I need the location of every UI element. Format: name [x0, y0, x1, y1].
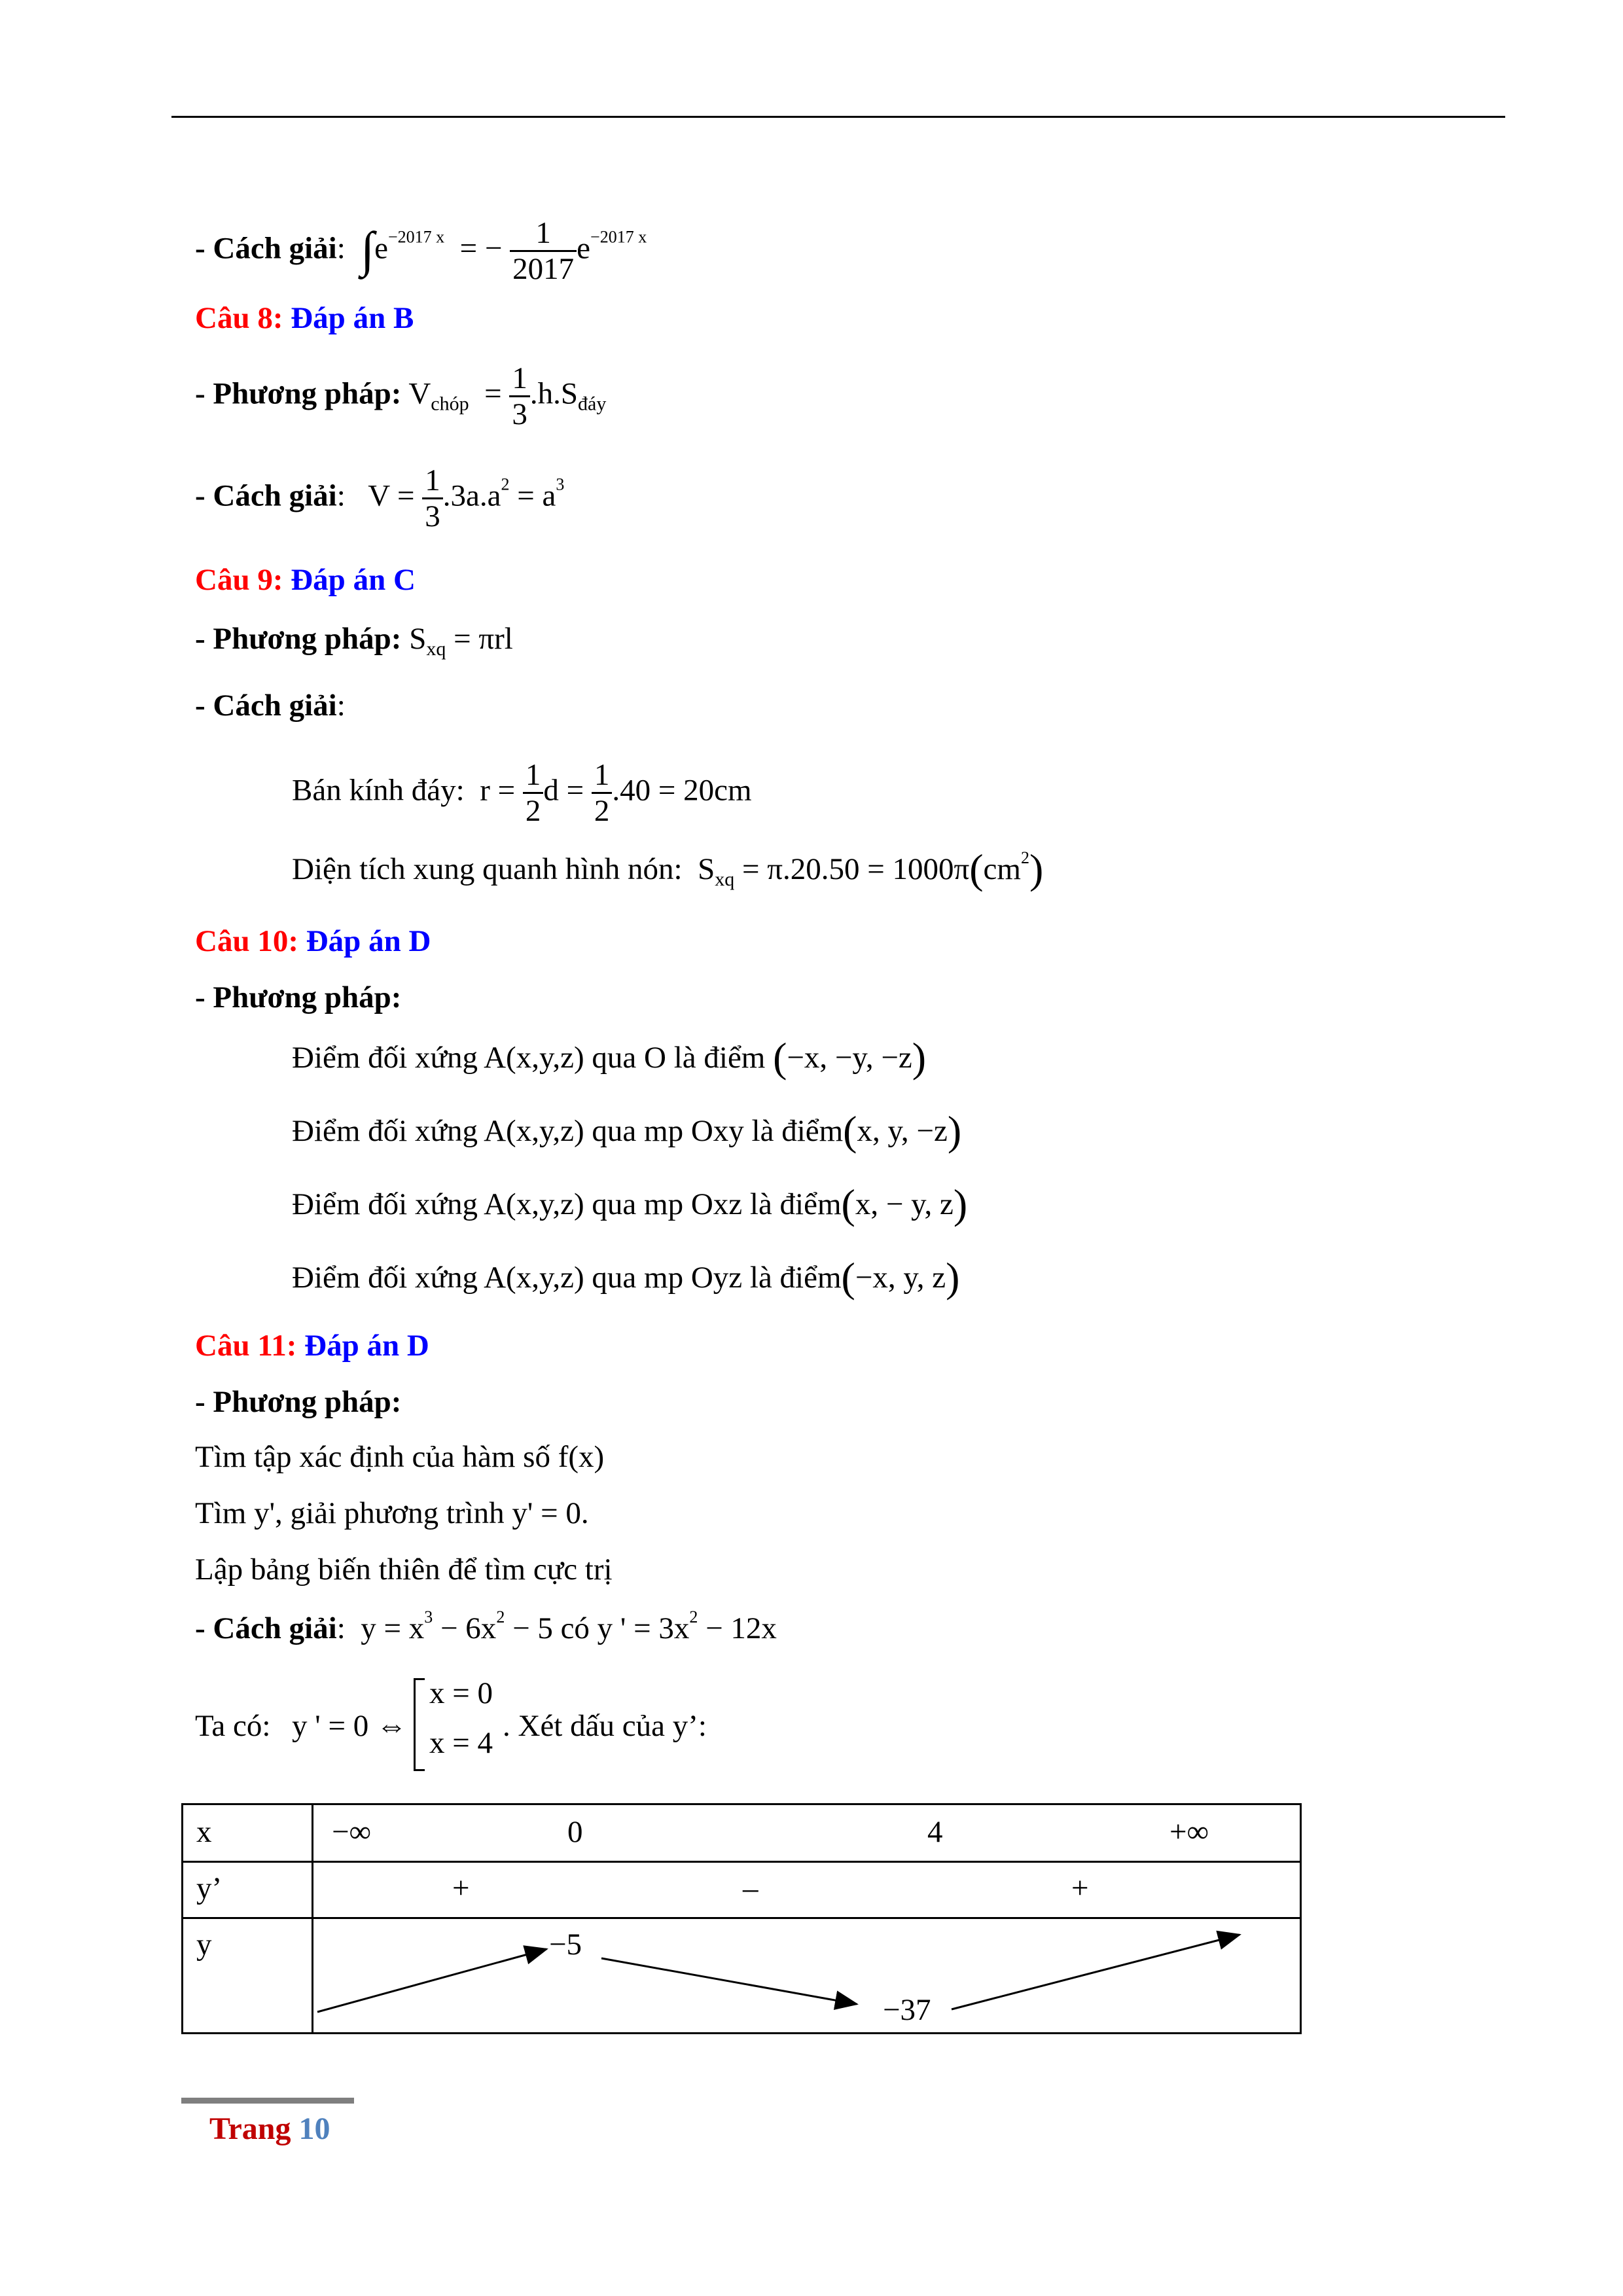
label: Ta có:	[195, 1709, 271, 1743]
title-num: Câu 11:	[195, 1329, 297, 1363]
point: −x, y, z	[855, 1261, 946, 1295]
unit-sup: 2	[1020, 848, 1029, 867]
den: 2	[592, 792, 613, 828]
unit: cm	[983, 852, 1021, 886]
title-ans: Đáp án B	[291, 301, 414, 335]
text: Điểm đối xứng A(x,y,z) qua O là điểm	[292, 1041, 774, 1075]
cau11-step-1: Tìm tập xác định của hàm số f(x)	[195, 1440, 605, 1474]
end: .40 = 20cm	[612, 773, 752, 808]
cau9-ban-kinh	[292, 758, 752, 828]
d: − 12x	[705, 1611, 777, 1645]
text: Điểm đối xứng A(x,y,z) qua mp Oyz là điểm	[292, 1261, 842, 1295]
lhs: y ' = 0 ⇔	[292, 1709, 407, 1743]
eq: = a	[517, 478, 556, 513]
cau11-title	[195, 1327, 429, 1364]
y-label: y	[196, 1928, 212, 1962]
den: 2	[523, 792, 544, 828]
integral-sign: ∫	[361, 222, 375, 278]
lhs: r =	[480, 773, 516, 808]
sign-1: +	[452, 1871, 470, 1905]
num: 1	[425, 463, 440, 497]
rhs-exp: −2017 x	[590, 227, 647, 247]
c: − 5 có y ' = 3x	[512, 1611, 690, 1645]
cau10-line-2: Điểm đối xứng A(x,y,z) qua mp Oxy là điểm(x, y, −z)	[292, 1107, 962, 1154]
row-dy	[183, 1862, 1301, 1918]
label: - Cách giải	[195, 478, 337, 513]
label: - Phương pháp:	[195, 980, 402, 1014]
variation-table	[181, 1803, 1302, 2034]
y-min: −37	[883, 1993, 931, 2027]
end-sup: 3	[556, 475, 565, 494]
lhs-sub: chóp	[431, 393, 469, 415]
mid: d =	[543, 773, 584, 808]
title-num: Câu 8:	[195, 301, 283, 335]
x-label: x	[196, 1815, 212, 1849]
lhs: V	[408, 376, 431, 411]
sign-3: +	[1071, 1871, 1089, 1905]
num: 1	[512, 361, 527, 395]
cau9-cach-giai: - Cách giải:	[195, 689, 346, 723]
den: 3	[509, 395, 530, 431]
label: - Cách giải	[195, 689, 337, 723]
row-label	[183, 1862, 313, 1918]
exp: −2017 x	[387, 227, 445, 247]
title-ans: Đáp án D	[304, 1329, 429, 1363]
text: Bán kính đáy:	[292, 773, 465, 808]
header-rule	[171, 116, 1505, 118]
eq: =	[484, 376, 502, 411]
cau11-ta-co	[195, 1676, 980, 1774]
num: 1	[594, 758, 610, 792]
tail: . Xét dấu của y’:	[503, 1709, 707, 1743]
cau9-title	[195, 562, 416, 598]
a-sup: 3	[424, 1607, 433, 1626]
root-2: x = 4	[429, 1726, 493, 1760]
cau10-line-3: Điểm đối xứng A(x,y,z) qua mp Oxz là điểm(x, − y, z)	[292, 1181, 968, 1227]
footer-word: Trang	[209, 2111, 291, 2146]
rhs: = πrl	[454, 622, 513, 656]
cau11-cach-giai: - Cách giải: $y = x^3 - 6x^2 - 5$ có y ' = $3x^2 - 12x$	[195, 1607, 777, 1645]
title-ans: Đáp án D	[306, 924, 431, 958]
cau8-phuong-phap	[195, 361, 606, 431]
cau10-title	[195, 923, 431, 960]
arrow-up-2	[952, 1935, 1240, 2009]
point: x, − y, z	[855, 1187, 954, 1221]
rest: .h.S	[529, 376, 579, 411]
page-number: 10	[298, 2111, 330, 2146]
b: − 6x	[440, 1611, 497, 1645]
lhs-sub: xq	[426, 638, 446, 660]
cau10-line-1: Điểm đối xứng A(x,y,z) qua O là điểm (−x, −y, −z)	[292, 1034, 927, 1081]
cau11-phuong-phap	[195, 1384, 401, 1420]
y-variation	[313, 1918, 1301, 2034]
rest-sub: đáy	[578, 393, 607, 415]
lhs: S	[698, 852, 715, 886]
num: 1	[525, 758, 541, 792]
arrow-down	[601, 1958, 857, 2004]
title-ans: Đáp án C	[291, 563, 416, 597]
text: Điểm đối xứng A(x,y,z) qua mp Oxy là điểm	[292, 1114, 844, 1148]
sign-2: –	[743, 1871, 758, 1905]
mid: .3a.a	[442, 478, 501, 513]
fraction	[592, 758, 613, 828]
footer-bar	[181, 2098, 354, 2104]
row-x	[183, 1804, 1301, 1862]
label: - Cách giải	[195, 1611, 337, 1645]
mid-sup: 2	[501, 475, 510, 494]
cau11-step-2: Tìm y', giải phương trình y' = 0.	[195, 1496, 589, 1530]
y-max: −5	[549, 1928, 582, 1962]
x-values	[313, 1804, 1301, 1862]
label: - Phương pháp:	[195, 622, 402, 656]
fraction	[523, 758, 544, 828]
lhs-sub: xq	[715, 869, 735, 890]
lhs: V =	[368, 478, 415, 513]
lhs: S	[409, 622, 427, 656]
point: x, y, −z	[857, 1114, 948, 1148]
x-pos-inf: +∞	[1169, 1815, 1209, 1849]
dy-label: y’	[196, 1871, 223, 1905]
label: - Phương pháp:	[195, 376, 402, 411]
den: 3	[422, 497, 443, 533]
text: Diện tích xung quanh hình nón:	[292, 852, 683, 886]
label: - Phương pháp:	[195, 1385, 402, 1419]
num: 1	[535, 216, 551, 250]
cau8-cach-giai: - Cách giải: V = $\frac{1}{3}$ $.3a.a^2 = a^3$	[195, 463, 565, 533]
c-sup: 2	[689, 1607, 698, 1626]
cau8-title	[195, 300, 414, 336]
cau9-dien-tich: Diện tích xung quanh hình nón: $S_{xq} = \pi.20.50 = 1000\pi(cm^2)$	[292, 846, 1044, 892]
rhs: = π.20.50 = 1000π	[741, 852, 970, 886]
cau9-phuong-phap	[195, 620, 513, 660]
fraction	[510, 216, 577, 286]
root-1: x = 0	[429, 1676, 493, 1710]
x-zero: 0	[567, 1815, 583, 1849]
cau7-cach-giai: - Cách giải: $\int e^{-2017 x}$ = − $\frac{1}{2017}$ $e^{-2017 x}$	[195, 216, 647, 286]
fraction	[422, 463, 443, 533]
x-four: 4	[927, 1815, 943, 1849]
cau10-phuong-phap	[195, 979, 401, 1016]
text: Điểm đối xứng A(x,y,z) qua mp Oxz là điểm	[292, 1187, 842, 1221]
row-label	[183, 1918, 313, 2034]
base: e	[374, 231, 388, 266]
bracket	[414, 1678, 425, 1771]
row-y	[183, 1918, 1301, 2034]
label: - Cách giải	[195, 231, 337, 266]
x-neg-inf: −∞	[332, 1815, 372, 1849]
title-num: Câu 10:	[195, 924, 298, 958]
cau11-step-3: Lập bảng biến thiên để tìm cực trị	[195, 1552, 613, 1587]
eq: = −	[459, 231, 503, 266]
fraction	[509, 361, 530, 431]
page-footer	[209, 2111, 330, 2147]
a: y = x	[361, 1611, 425, 1645]
den: 2017	[510, 250, 577, 286]
arrow-up-1	[317, 1949, 546, 2012]
point: −x, −y, −z	[787, 1041, 912, 1075]
variation-arrows	[313, 1919, 1302, 2034]
b-sup: 2	[496, 1607, 505, 1626]
title-num: Câu 9:	[195, 563, 283, 597]
cau10-line-4: Điểm đối xứng A(x,y,z) qua mp Oyz là điểm(−x, y, z)	[292, 1254, 960, 1300]
dy-signs	[313, 1862, 1301, 1918]
row-label	[183, 1804, 313, 1862]
rhs-base: e	[577, 231, 591, 266]
